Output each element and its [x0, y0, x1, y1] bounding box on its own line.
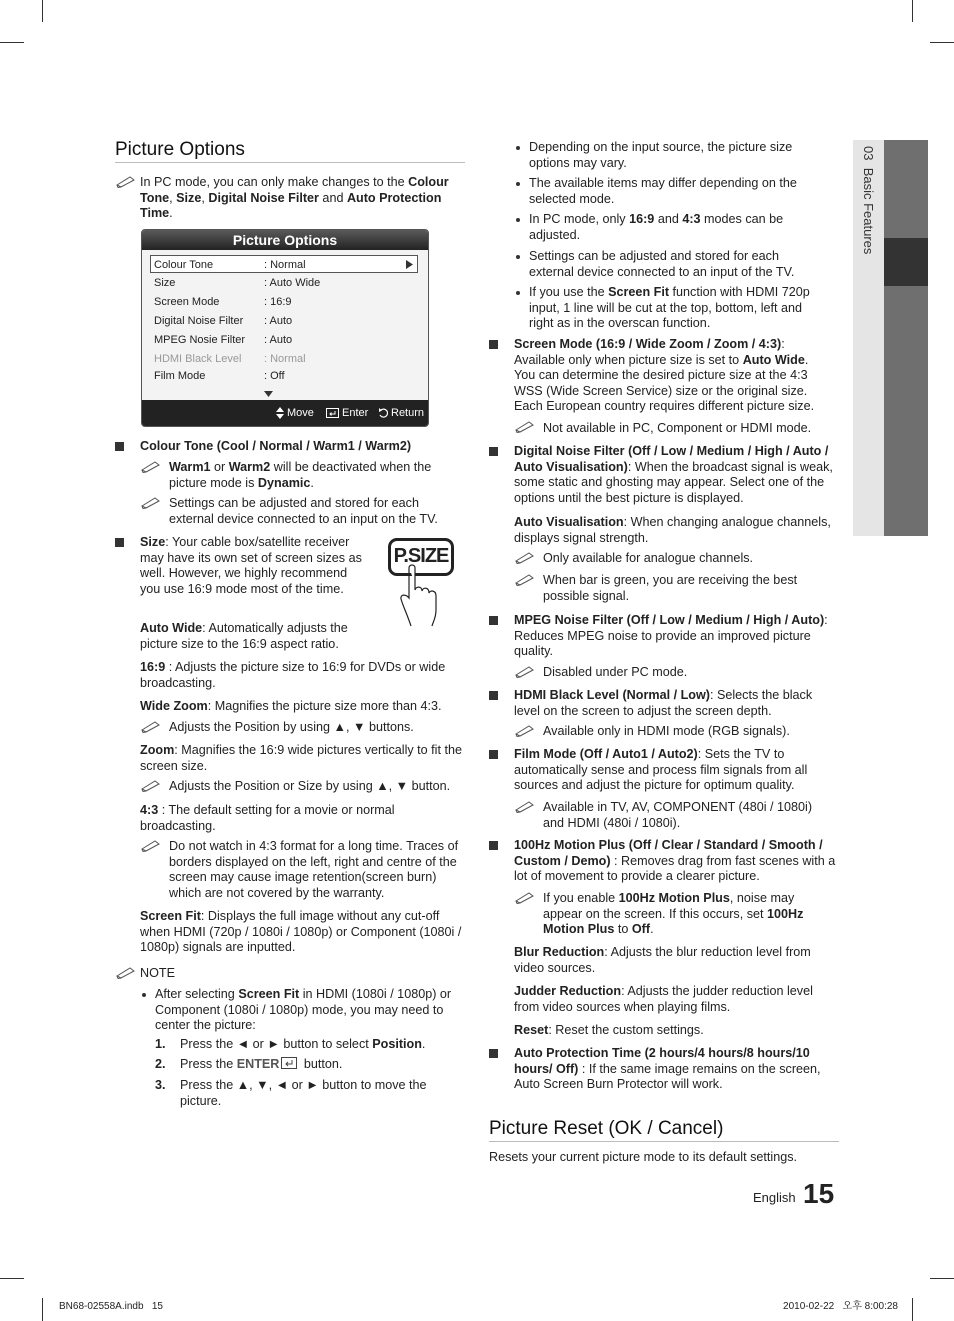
auto-visualisation-description: Auto Visualisation: When changing analogue channels, displays signal strength. [514, 515, 831, 545]
osd-return-label: Return [391, 407, 425, 419]
picture-reset-heading: Picture Reset (OK / Cancel) [489, 1118, 724, 1139]
step-2: Press the ENTER button. [180, 1057, 343, 1071]
bullet-dot [516, 255, 520, 259]
wide-zoom-description: Wide Zoom: Magnifies the picture size more than 4:3. [140, 699, 442, 713]
screen-fit-description: Screen Fit: Displays the full image without any cut-off when HDMI (720p / 1080i / 1080p) or Component (1080i / 1080p) signals are inputted. [140, 909, 462, 955]
motion-plus-description: 100Hz Motion Plus (Off / Clear / Standard / Smooth / Custom / Demo) : Removes drag from fast scenes with a lot of movement to provide a clearer picture. [514, 838, 836, 884]
ratio-4-3-description: 4:3 : The default setting for a movie or normal broadcasting. [140, 803, 395, 833]
crop-mark [912, 0, 913, 22]
bullet-square [489, 340, 498, 349]
enter-icon [326, 408, 339, 418]
note-pencil-icon [514, 799, 536, 813]
blur-reduction-description: Blur Reduction: Adjusts the blur reduction level from video sources. [514, 945, 811, 975]
bullet-square [489, 691, 498, 700]
step-number: 1. [155, 1037, 166, 1051]
motion-plus-note: If you enable 100Hz Motion Plus, noise may appear on the screen. If this occurs, set 100Hz Motion Plus to Off. [543, 891, 804, 937]
screen-mode-description: Screen Mode (16:9 / Wide Zoom / Zoom / 4:3): Available only when picture size is set to Auto Wide. You can determine the desired picture size at the 4:3 WSS (Wide Screen Service) size or the original size. Each European country requires different picture size. [514, 337, 815, 414]
size-bullet-4: Settings can be adjusted and stored for each external device connected to an input of the TV. [529, 249, 795, 279]
bullet-square [489, 616, 498, 625]
note-pencil-icon [514, 419, 536, 433]
step-1: Press the ◄ or ► button to select Position. [180, 1037, 426, 1051]
mpeg-note: Disabled under PC mode. [543, 665, 688, 679]
bullet-square [489, 1049, 498, 1058]
mpeg-noise-filter-description: MPEG Noise Filter (Off / Low / Medium / High / Auto): Reduces MPEG noise to provide an improved picture quality. [514, 613, 828, 659]
colour-tone-heading: Colour Tone (Cool / Normal / Warm1 / Warm2) [140, 439, 412, 453]
crop-mark [42, 1298, 43, 1321]
bullet-square [489, 447, 498, 456]
zoom-description: Zoom: Magnifies the 16:9 wide pictures vertically to fit the screen size. [140, 743, 462, 773]
crop-mark [930, 42, 954, 43]
heading-rule [115, 162, 465, 163]
colour-tone-note-1: Warm1 or Warm2 will be deactivated when the picture mode is Dynamic. [169, 460, 432, 490]
osd-move-label: Move [287, 407, 314, 419]
intro-note: In PC mode, you can only make changes to the Colour Tone, Size, Digital Noise Filter and Auto Protection Time. [140, 175, 449, 221]
note-pencil-icon [140, 838, 162, 852]
chapter-tab-edge [884, 140, 928, 536]
heading-rule [489, 1141, 839, 1142]
colour-tone-note-2: Settings can be adjusted and stored for each external device connected to an input on the TV. [169, 496, 438, 526]
screen-mode-note: Not available in PC, Component or HDMI mode. [543, 421, 812, 435]
digital-noise-filter-description: Digital Noise Filter (Off / Low / Medium / High / Auto / Auto Visualisation): When the broadcast signal is weak, some static and ghosting may appear. Select one of the options until the best picture is displayed. [514, 444, 833, 505]
size-bullet-2: The available items may differ depending on the selected mode. [529, 176, 797, 206]
note-pencil-icon [514, 723, 536, 737]
crop-mark [42, 0, 43, 22]
wide-zoom-note: Adjusts the Position by using ▲, ▼ buttons. [169, 720, 414, 734]
crop-mark [912, 1298, 913, 1321]
ratio-4-3-note: Do not watch in 4:3 format for a long time. Traces of borders displayed on the left, right and centre of the screen may cause image retention(screen burn) which are not covered by the warranty. [169, 839, 459, 900]
auto-wide-description: Auto Wide: Automatically adjusts the picture size to the 16:9 aspect ratio. [140, 621, 348, 651]
file-info: BN68-02558A.indb 15 [59, 1301, 163, 1312]
note-pencil-icon [514, 890, 536, 904]
enter-icon [281, 1057, 297, 1069]
psize-button-label: P.SIZE [393, 545, 449, 567]
return-icon [378, 408, 388, 418]
pointing-hand-icon [395, 564, 455, 628]
note-pencil-icon [140, 719, 162, 733]
osd-footer [142, 400, 428, 426]
crop-mark [0, 42, 24, 43]
bullet-square [115, 538, 124, 547]
hdmi-note: Available only in HDMI mode (RGB signals). [543, 724, 790, 738]
step-3: Press the ▲, ▼, ◄ or ► button to move the picture. [180, 1078, 427, 1108]
zoom-note: Adjusts the Position or Size by using ▲, ▼ button. [169, 779, 451, 793]
section-heading: Picture Options [115, 139, 245, 160]
print-datetime: 2010-02-22 오후 8:00:28 [783, 1301, 898, 1312]
chapter-tab-marker [884, 238, 928, 286]
picture-reset-description: Resets your current picture mode to its default settings. [489, 1150, 797, 1164]
psize-button-illustration [385, 536, 457, 628]
note-pencil-icon [140, 459, 162, 473]
bullet-dot [142, 993, 146, 997]
reset-description: Reset: Reset the custom settings. [514, 1023, 704, 1037]
osd-title: Picture Options [142, 230, 428, 250]
language-label: English [753, 1190, 796, 1205]
note-pencil-icon [140, 778, 162, 792]
note-pencil-icon [140, 495, 162, 509]
note-label: NOTE [140, 966, 175, 980]
bullet-dot [516, 218, 520, 222]
scroll-down-icon [264, 391, 273, 397]
note-bullet: After selecting Screen Fit in HDMI (1080i / 1080p) or Component (1080i / 1080p) mode, you may need to center the picture: [155, 987, 452, 1033]
auto-protection-time-description: Auto Protection Time (2 hours/4 hours/8 hours/10 hours/ Off) : If the same image remains on the screen, Auto Screen Burn Protector will work. [514, 1046, 821, 1092]
dnf-note-1: Only available for analogue channels. [543, 551, 754, 565]
picture-options-osd: Picture Options Colour Tone : Normal Size : Auto Wide Screen Mode : 16:9 Digital Noise Filter : Auto MPEG Nosie Filter : Auto HDMI Black Level : Normal Film Mode : Off Move Enter Return [141, 229, 429, 427]
bullet-dot [516, 146, 520, 150]
size-bullet-5: If you use the Screen Fit function with HDMI 720p input, 1 line will be cut at the top, bottom, left and right as in the overscan function. [529, 285, 810, 331]
size-bullet-1: Depending on the input source, the picture size options may vary. [529, 140, 793, 170]
note-pencil-icon [115, 174, 137, 188]
judder-reduction-description: Judder Reduction: Adjusts the judder reduction level from video sources when playing films. [514, 984, 813, 1014]
crop-mark [930, 1278, 954, 1279]
step-number: 2. [155, 1057, 166, 1071]
ratio-16-9-description: 16:9 : Adjusts the picture size to 16:9 for DVDs or wide broadcasting. [140, 660, 446, 690]
page-number: 15 [803, 1178, 835, 1209]
bullet-dot [516, 182, 520, 186]
bullet-square [489, 750, 498, 759]
right-arrow-icon [405, 260, 414, 269]
film-mode-description: Film Mode (Off / Auto1 / Auto2): Sets the TV to automatically sense and process film signals from all sources and adjust the picture for optimum quality. [514, 747, 808, 793]
hdmi-black-level-description: HDMI Black Level (Normal / Low): Selects the black level on the screen to adjust the screen depth. [514, 688, 813, 718]
bullet-square [115, 442, 124, 451]
note-pencil-icon [115, 965, 137, 979]
step-number: 3. [155, 1078, 166, 1092]
note-pencil-icon [514, 664, 536, 678]
bullet-square [489, 841, 498, 850]
dnf-note-2: When bar is green, you are receiving the best possible signal. [543, 573, 798, 603]
osd-enter-label: Enter [342, 407, 369, 419]
up-down-icon [276, 407, 284, 419]
film-mode-note: Available in TV, AV, COMPONENT (480i / 1080i) and HDMI (480i / 1080i). [543, 800, 813, 830]
note-pencil-icon [514, 572, 536, 586]
chapter-label: 03 Basic Features [861, 146, 876, 255]
size-description: Size: Your cable box/satellite receiver may have its own set of screen sizes as well. However, we highly recommend you use 16:9 mode most of the time. [140, 535, 362, 596]
bullet-dot [516, 291, 520, 295]
size-bullet-3: In PC mode, only 16:9 and 4:3 modes can be adjusted. [529, 212, 784, 242]
note-pencil-icon [514, 550, 536, 564]
crop-mark [0, 1278, 24, 1279]
